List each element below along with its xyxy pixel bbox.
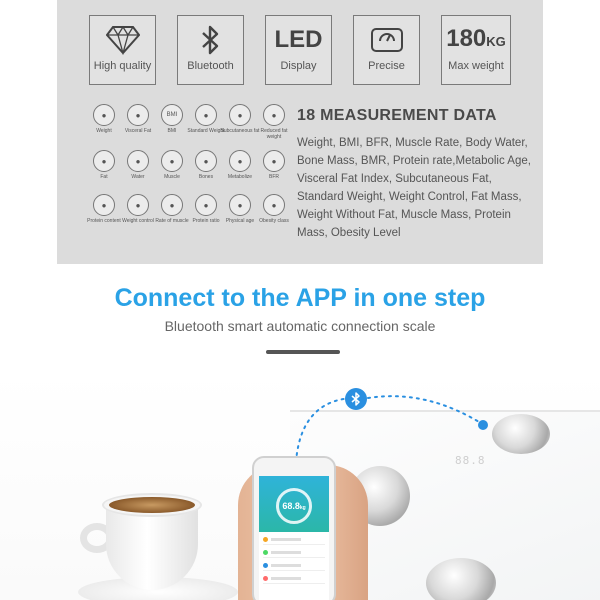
measurement-label: Visceral Fat (124, 128, 152, 134)
measurement-item (155, 194, 189, 224)
feature-label: Display (280, 60, 317, 72)
measurement-item (257, 150, 291, 180)
measurement-label: Physical age (225, 218, 255, 224)
smartphone (252, 456, 336, 600)
protein-ratio-icon: ● (195, 194, 217, 216)
feature-precise (353, 15, 420, 85)
measurement-item (87, 194, 121, 224)
measurement-label: Weight control (122, 218, 154, 224)
measurement-label: Subcutaneous fat (220, 128, 260, 134)
app-screen (259, 476, 329, 600)
app-weight-value: 68.8kg (282, 501, 306, 511)
divider (266, 350, 340, 354)
measurement-item (189, 194, 223, 224)
measurement-item (220, 104, 260, 134)
measurement-label: BFR (269, 174, 279, 180)
measurement-icons-grid (87, 104, 287, 244)
connect-headline: Connect to the APP in one step (114, 284, 486, 312)
metabolism-icon: ● (229, 150, 251, 172)
measurement-label: Protein content (87, 218, 121, 224)
measurement-item (87, 104, 121, 134)
features-panel (57, 0, 543, 264)
measurement-item (189, 150, 223, 180)
subcutaneous-fat-icon: ● (229, 104, 251, 126)
muscle-rate-icon: ● (161, 194, 183, 216)
measurement-label: Fat (100, 174, 108, 180)
fat-icon: ● (93, 150, 115, 172)
standard-weight-icon: ● (195, 104, 217, 126)
measurement-label: Weight (96, 128, 112, 134)
measurement-label: BMI (167, 128, 177, 134)
feature-label: Precise (368, 60, 405, 72)
max-weight-value: 180KG (446, 24, 506, 52)
feature-row (89, 15, 513, 85)
measurement-label: Reduced fat weight (260, 128, 288, 140)
measurement-label: Standard Weight (187, 128, 225, 134)
bluetooth-icon (200, 20, 222, 60)
app-list-row[interactable] (263, 561, 325, 571)
connect-subline: Bluetooth smart automatic connection scale (164, 318, 436, 334)
protein-icon: ● (93, 194, 115, 216)
weight-ring (276, 488, 312, 524)
measurement-label: Metabolize (227, 174, 253, 180)
feature-high-quality (89, 15, 156, 85)
measurement-label: Muscle (164, 174, 180, 180)
measurement-item (87, 150, 121, 180)
weight-control-icon: ● (127, 194, 149, 216)
measurement-description: Weight, BMI, BFR, Muscle Rate, Body Water, Bone Mass, BMR, Protein rate,Metabolic Age, Visceral Fat Index, Subcutaneous Fat, Standard Weight, Weight Control, Fat Mass, Weight Without Fat, Muscle Mass, Protein Mass, Obesity Level (297, 137, 531, 239)
feature-label: High quality (93, 60, 152, 72)
measurement-item (223, 150, 257, 180)
measurement-item (121, 150, 155, 180)
feature-max-weight (441, 15, 511, 85)
feature-led-display (265, 15, 332, 85)
weight-icon: ● (93, 104, 115, 126)
measurement-label: Bones (198, 174, 214, 180)
feature-label: Bluetooth (187, 60, 234, 72)
led-text: LED (274, 26, 323, 53)
scale-led-display: 88.8 (455, 454, 486, 467)
measurement-title: 18 MEASUREMENT DATA (297, 107, 497, 124)
diamond-icon (106, 20, 140, 60)
feature-label: Max weight (448, 60, 504, 72)
measurement-item (257, 194, 291, 224)
bluetooth-icon (345, 388, 367, 410)
feature-bluetooth (177, 15, 244, 85)
person-icon: ● (229, 194, 251, 216)
bmi-icon: BMI (161, 104, 183, 126)
measurement-label: Water (131, 174, 145, 180)
scale-icon (370, 20, 404, 60)
app-list-row[interactable] (263, 548, 325, 558)
measurement-item (223, 194, 257, 224)
measurement-item (121, 104, 155, 134)
app-list-row[interactable] (263, 574, 325, 584)
product-scene (0, 370, 600, 600)
lungs-icon: ● (127, 104, 149, 126)
coffee-cup (78, 485, 228, 600)
muscle-icon: ● (161, 150, 183, 172)
measurement-label: Rate of muscle (155, 218, 189, 224)
measurement-item (189, 104, 223, 134)
measurement-item (121, 194, 155, 224)
measurement-item (155, 104, 189, 134)
app-list-row[interactable] (263, 535, 325, 545)
measurement-item (155, 150, 189, 180)
reduced-fat-icon: ● (263, 104, 285, 126)
measurement-label: Obesity class (259, 218, 289, 224)
water-drop-icon: ● (127, 150, 149, 172)
app-header (259, 476, 329, 532)
bfr-icon: ● (263, 150, 285, 172)
measurement-item (257, 104, 291, 140)
bone-icon: ● (195, 150, 217, 172)
connection-dot-scale (478, 420, 488, 430)
measurement-label: Protein ratio (192, 218, 220, 224)
obesity-icon: ● (263, 194, 285, 216)
